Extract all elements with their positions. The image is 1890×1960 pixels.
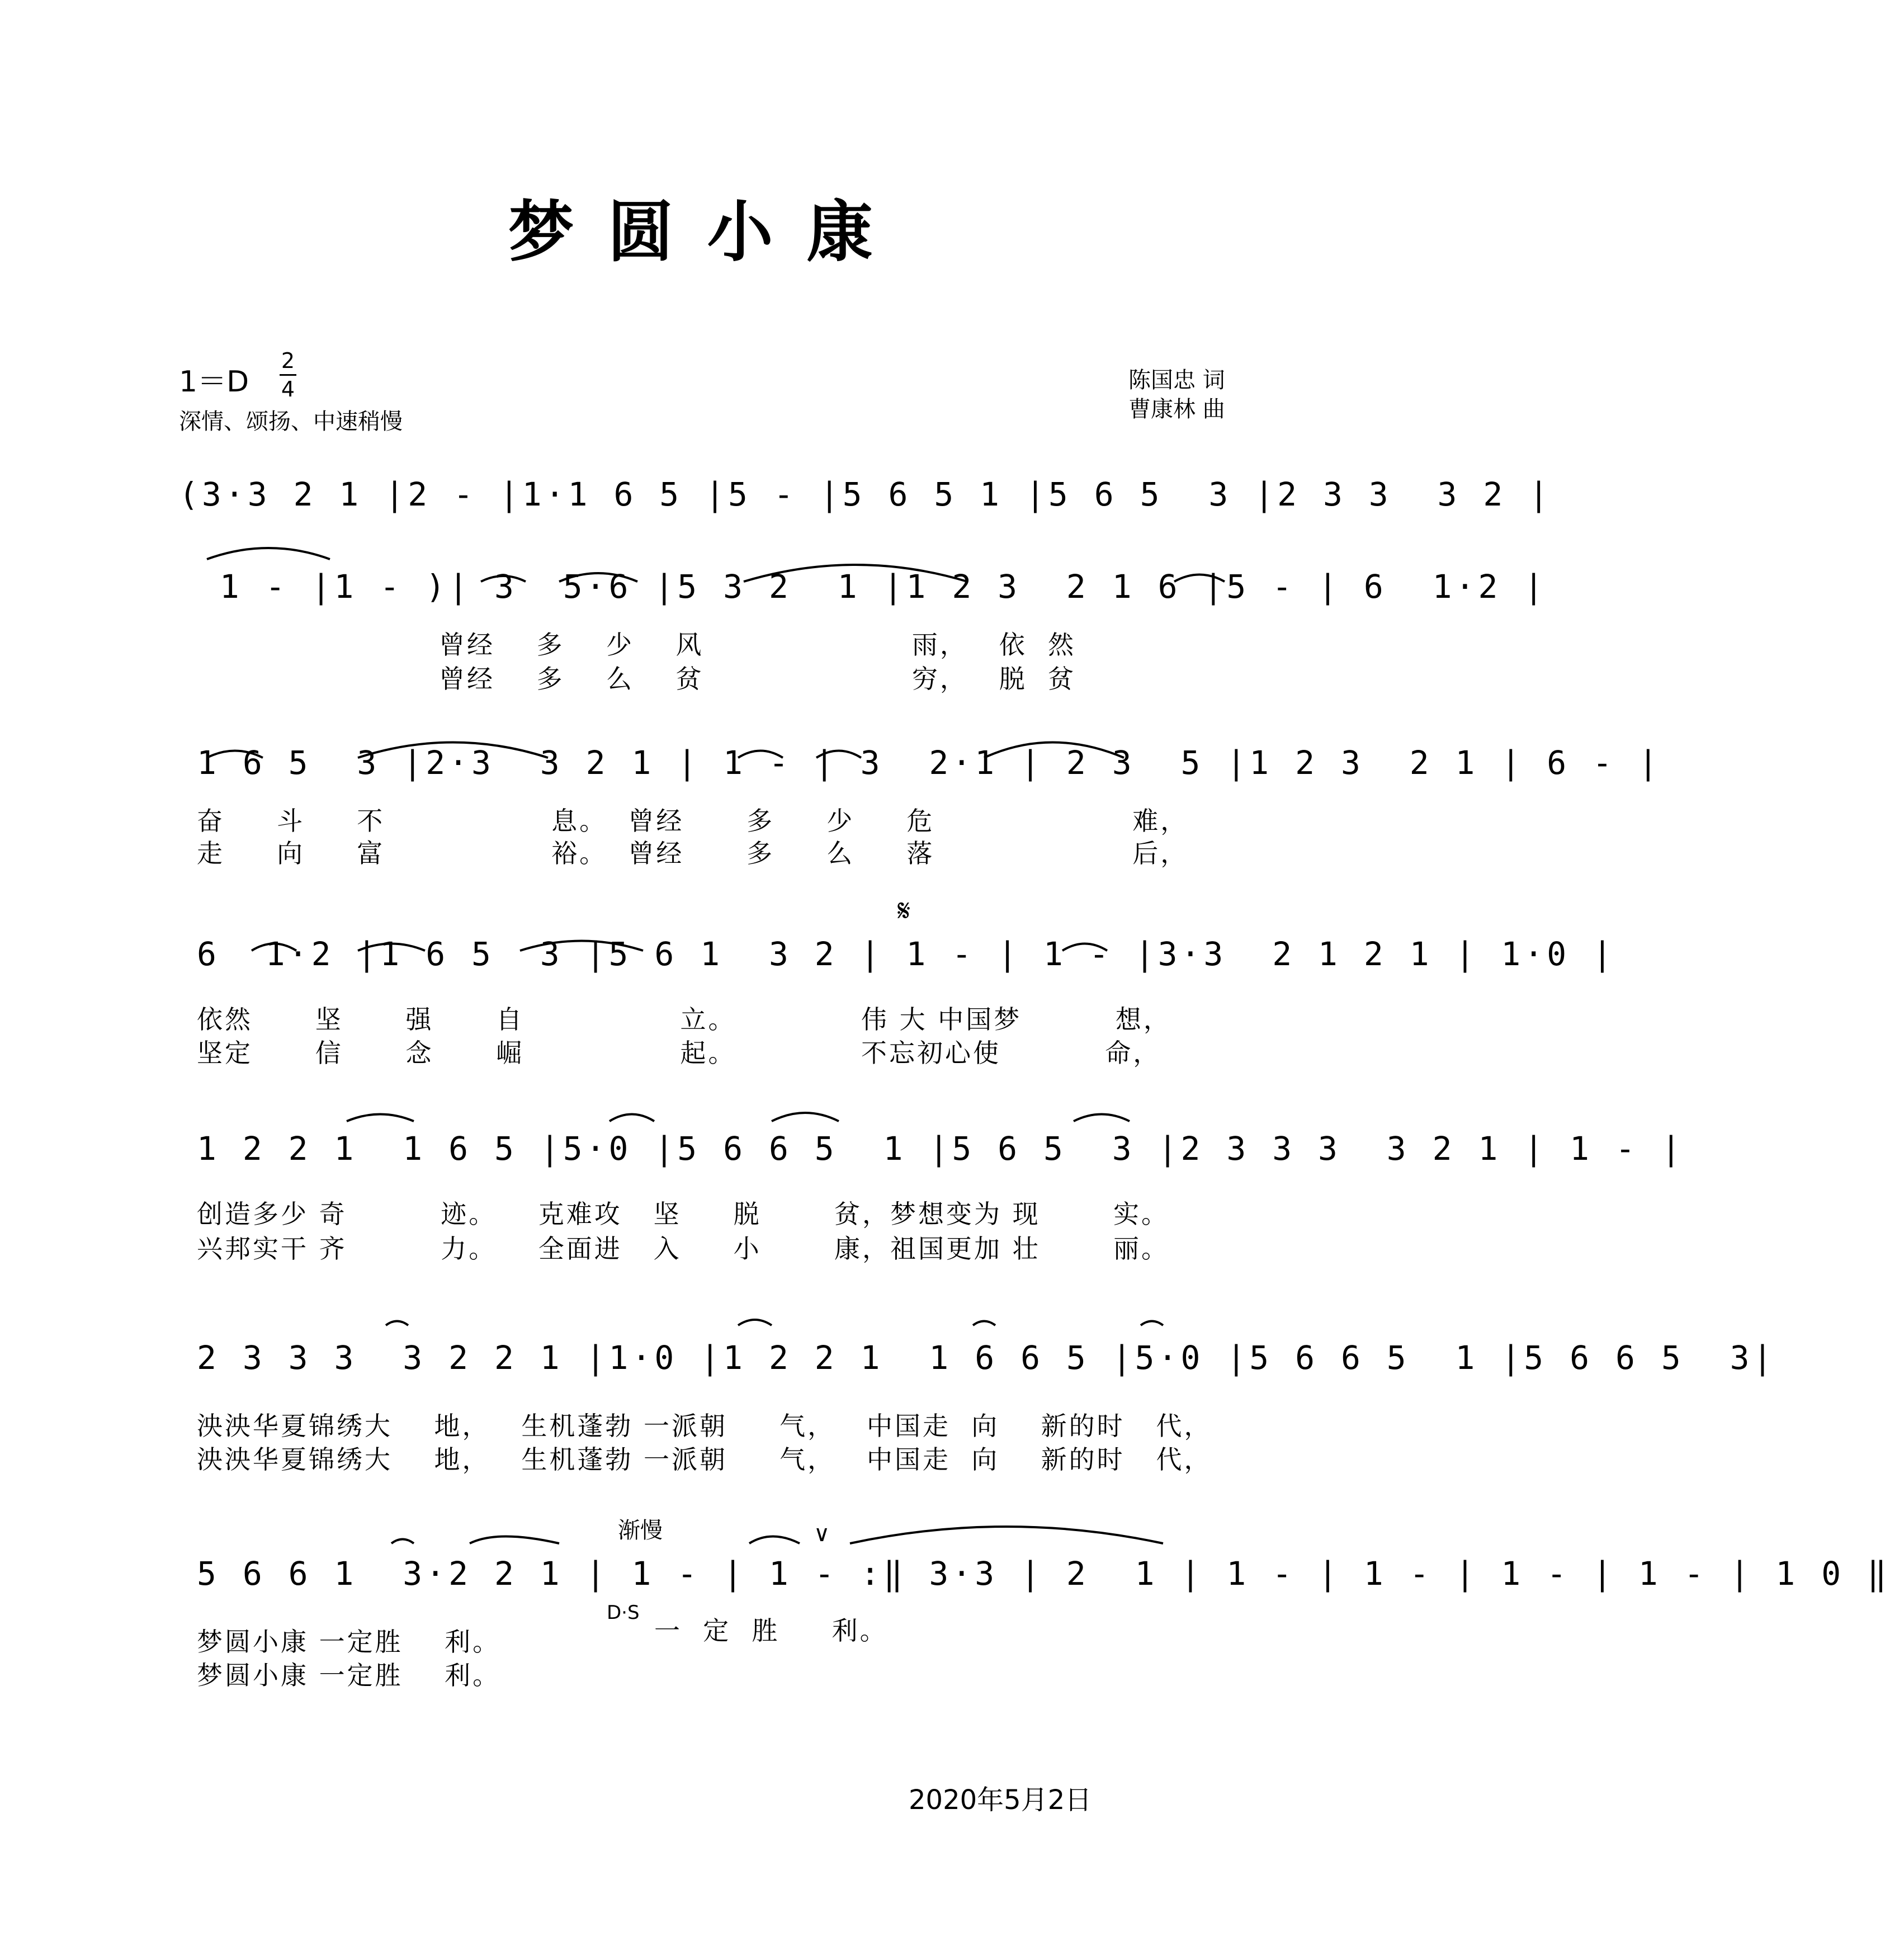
notes-line-2: 1 - |1 - )| 3 5·6 |5 3 2 1 |1 2 3 2 1 6 |5 - | 6 1·2 |	[197, 568, 1547, 606]
lyrics-line-3-verse-1: 奋 斗 不 息。 曾经 多 少 危 难，	[197, 806, 1189, 836]
notes-line-3: 1 6 5 3 |2·3 3 2 1 | 1 - | 3 2·1 | 2 3 5 |1 2 3 2 1 | 6 - |	[197, 744, 1661, 782]
lyrics-line-5-verse-1: 创造多少 奇 迹。 克难攻 坚 脱 贫，梦想变为 现 实。	[197, 1199, 1170, 1229]
breath-mark-icon: ∨	[814, 1521, 830, 1547]
lyrics-line-4-verse-2: 坚定 信 念 崛 起。 不忘初心使 命，	[197, 1038, 1161, 1068]
slur	[481, 576, 526, 582]
slur	[386, 1321, 408, 1326]
lyrics-line-5-verse-2: 兴邦实干 齐 力。 全面进 入 小 康，祖国更加 壮 丽。	[197, 1234, 1170, 1264]
slur	[816, 751, 861, 758]
composer-credit: 曹康林 曲	[1128, 396, 1225, 422]
slur	[347, 1114, 414, 1122]
lyrics-line-6-verse-2: 泱泱华夏锦绣大 地， 生机蓬勃 一派朝 气， 中国走 向 新的时 代，	[197, 1444, 1212, 1475]
slur	[738, 751, 783, 758]
slur	[1074, 1114, 1130, 1122]
notes-line-5: 1 2 2 1 1 6 5 |5·0 |5 6 6 5 1 |5 6 5 3 |2 3 3 3 3 2 1 | 1 - |	[197, 1130, 1684, 1168]
song-title: 梦圆小康	[508, 193, 906, 271]
tempo-change-mark: 渐慢	[618, 1518, 663, 1543]
notes-line-1: (3·3 2 1 |2 - |1·1 6 5 |5 - |5 6 5 1 |5 6 5 3 |2 3 3 3 2 |	[179, 475, 1552, 513]
slur	[984, 743, 1124, 758]
lyrics-line-4-verse-1: 依然 坚 强 自 立。 伟 大 中国梦 想，	[197, 1004, 1171, 1035]
time-signature-bottom: 4	[281, 377, 295, 402]
time-signature-top: 2	[281, 348, 295, 373]
notes-line-6: 2 3 3 3 3 2 2 1 |1·0 |1 2 2 1 1 6 6 5 |5·0 |5 6 6 5 1 |5 6 6 5 3|	[197, 1339, 1776, 1377]
slur	[470, 1537, 559, 1544]
slur	[772, 1113, 839, 1121]
lyrics-line-2-verse-1: 曾经 多 少 风 雨， 依 然	[439, 630, 1076, 660]
lyricist-credit: 陈国忠 词	[1128, 367, 1225, 393]
lyrics-line-3-verse-2: 走 向 富 裕。 曾经 多 么 落 后，	[197, 838, 1189, 868]
tempo-marking: 深情、颂扬、中速稍慢	[179, 409, 403, 434]
notes-line-7: 5 6 6 1 3·2 2 1 | 1 - | 1 - :‖ 3·3 | 2 1 | 1 - | 1 - | 1 - | 1 - | 1 0 ‖	[197, 1555, 1890, 1593]
slur	[1062, 944, 1107, 951]
slur	[252, 944, 296, 951]
slur	[744, 565, 967, 582]
lyrics-line-7-coda: 一 定 胜 利。	[654, 1616, 888, 1646]
slur	[520, 941, 643, 951]
slur	[850, 1527, 1163, 1543]
slur	[1174, 575, 1225, 582]
key-signature: 1＝D	[179, 365, 249, 399]
notes-line-4: 6 1·2 |1 6 5 3 |5 6 1 3 2 | 1 - | 1 - |3·3 2 1 2 1 | 1·0 |	[197, 935, 1615, 973]
dal-segno-mark: D·S	[607, 1602, 640, 1624]
slur	[973, 1321, 995, 1326]
lyrics-line-7-verse-1: 梦圆小康 一定胜 利。	[197, 1627, 501, 1657]
slur	[559, 573, 637, 582]
slur	[358, 944, 425, 951]
slur	[1141, 1321, 1163, 1326]
lyrics-line-6-verse-1: 泱泱华夏锦绣大 地， 生机蓬勃 一派朝 气， 中国走 向 新的时 代，	[197, 1411, 1212, 1441]
slur	[738, 1320, 772, 1325]
slur	[207, 548, 330, 559]
slur	[358, 743, 548, 758]
slur	[749, 1537, 800, 1544]
composition-date: 2020年5月2日	[909, 1784, 1092, 1816]
lyrics-line-7-verse-2: 梦圆小康 一定胜 利。	[197, 1660, 501, 1690]
lyrics-line-2-verse-2: 曾经 多 么 贫 穷， 脱 贫	[439, 664, 1076, 694]
slur	[609, 1114, 654, 1122]
segno-icon: 𝄋	[897, 893, 911, 928]
slur	[207, 751, 263, 758]
slur	[391, 1539, 414, 1544]
